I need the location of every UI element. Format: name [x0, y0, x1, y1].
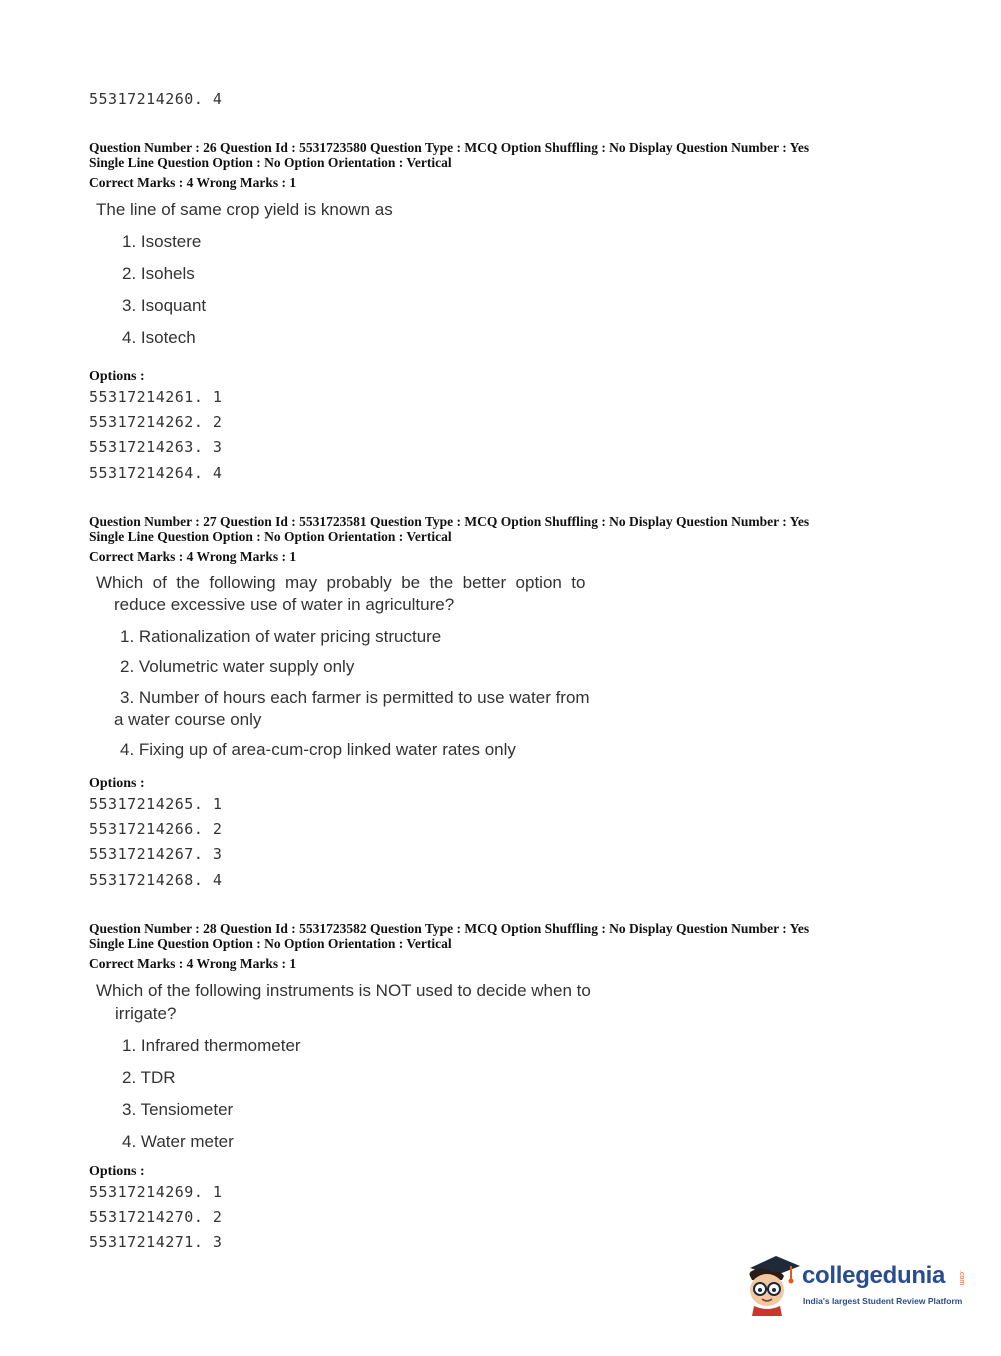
choice-1: 1. Infrared thermometer [122, 1036, 301, 1055]
option-code: 55317214268. 4 [89, 871, 223, 889]
choice-3: 3. Isoquant [122, 296, 207, 315]
question-meta-2: Single Line Question Option : No Option Orientation : Vertical [89, 936, 452, 951]
choice-2: 2. TDR [122, 1068, 176, 1087]
choice-4: 4. Isotech [122, 328, 196, 347]
mascot-icon [742, 1250, 802, 1316]
option-code: 55317214265. 1 [89, 795, 223, 813]
option-code: 55317214270. 2 [89, 1208, 223, 1226]
logo-wordmark: collegedunia [802, 1262, 946, 1289]
question-text: The line of same crop yield is known as [96, 200, 393, 219]
options-label: Options : [89, 776, 145, 791]
option-code: 55317214271. 3 [89, 1233, 223, 1251]
option-code: 55317214260. 4 [89, 90, 223, 108]
choice-3: 3. Number of hours each farmer is permitted to use water from [120, 688, 590, 707]
question-meta: Question Number : 27 Question Id : 5531723581 Question Type : MCQ Option Shuffling : No Display Question Number : Yes [89, 514, 810, 529]
question-text: Which of the following may probably be the better option to [96, 573, 586, 592]
options-label: Options : [89, 1164, 145, 1179]
choice-4: 4. Water meter [122, 1132, 234, 1151]
question-marks: Correct Marks : 4 Wrong Marks : 1 [89, 956, 297, 971]
choice-1: 1. Isostere [122, 232, 202, 251]
logo-domain: .com [958, 1270, 965, 1286]
option-code: 55317214269. 1 [89, 1183, 223, 1201]
question-marks: Correct Marks : 4 Wrong Marks : 1 [89, 175, 297, 190]
question-text-cont: reduce excessive use of water in agriculture? [114, 595, 455, 614]
question-marks: Correct Marks : 4 Wrong Marks : 1 [89, 549, 297, 564]
choice-3: 3. Tensiometer [122, 1100, 234, 1119]
choice-2: 2. Volumetric water supply only [120, 657, 355, 676]
options-label: Options : [89, 369, 145, 384]
option-code: 55317214262. 2 [89, 413, 223, 431]
option-code: 55317214261. 1 [89, 388, 223, 406]
option-code: 55317214267. 3 [89, 845, 223, 863]
choice-4: 4. Fixing up of area-cum-crop linked water rates only [120, 740, 516, 759]
choice-3-cont: a water course only [114, 710, 262, 729]
option-code: 55317214264. 4 [89, 464, 223, 482]
choice-2: 2. Isohels [122, 264, 195, 283]
option-code: 55317214263. 3 [89, 438, 223, 456]
question-meta: Question Number : 28 Question Id : 5531723582 Question Type : MCQ Option Shuffling : No Display Question Number : Yes [89, 921, 810, 936]
question-text: Which of the following instruments is NOT used to decide when to [96, 981, 591, 1000]
question-meta-2: Single Line Question Option : No Option Orientation : Vertical [89, 155, 452, 170]
question-meta: Question Number : 26 Question Id : 5531723580 Question Type : MCQ Option Shuffling : No Display Question Number : Yes [89, 140, 810, 155]
option-code: 55317214266. 2 [89, 820, 223, 838]
logo-tagline: India's largest Student Review Platform [803, 1296, 963, 1306]
question-meta-2: Single Line Question Option : No Option Orientation : Vertical [89, 529, 452, 544]
choice-1: 1. Rationalization of water pricing structure [120, 627, 442, 646]
question-text-cont: irrigate? [115, 1004, 177, 1023]
collegedunia-logo [742, 1250, 972, 1316]
